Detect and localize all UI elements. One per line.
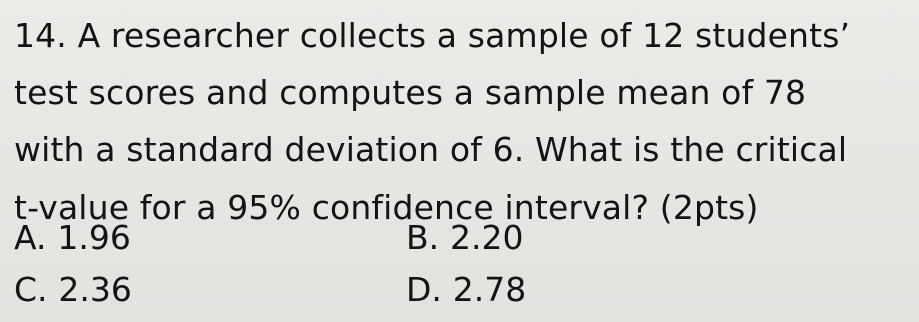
- choice-a[interactable]: [14, 216, 131, 260]
- question-line-3: with a standard deviation of 6. What is the critical: [14, 130, 848, 169]
- question-line-1: 14. A researcher collects a sample of 12 students’: [14, 16, 851, 55]
- question-line-2: test scores and computes a sample mean of 78: [14, 73, 807, 112]
- choice-b-letter: B.: [406, 218, 440, 257]
- choice-c-letter: C.: [14, 270, 48, 309]
- choice-d-letter: D.: [406, 270, 442, 309]
- choice-c-value: 2.36: [58, 270, 132, 309]
- choice-c[interactable]: [14, 268, 132, 312]
- choice-b[interactable]: [406, 216, 524, 260]
- choice-d-value: 2.78: [452, 270, 527, 309]
- choice-a-value: 1.96: [57, 218, 131, 257]
- choice-d[interactable]: [406, 268, 526, 312]
- question-line-4: t-value for a 95% confidence interval? (2pts): [14, 188, 759, 227]
- choice-a-letter: A.: [14, 218, 47, 257]
- choice-b-value: 2.20: [450, 218, 524, 257]
